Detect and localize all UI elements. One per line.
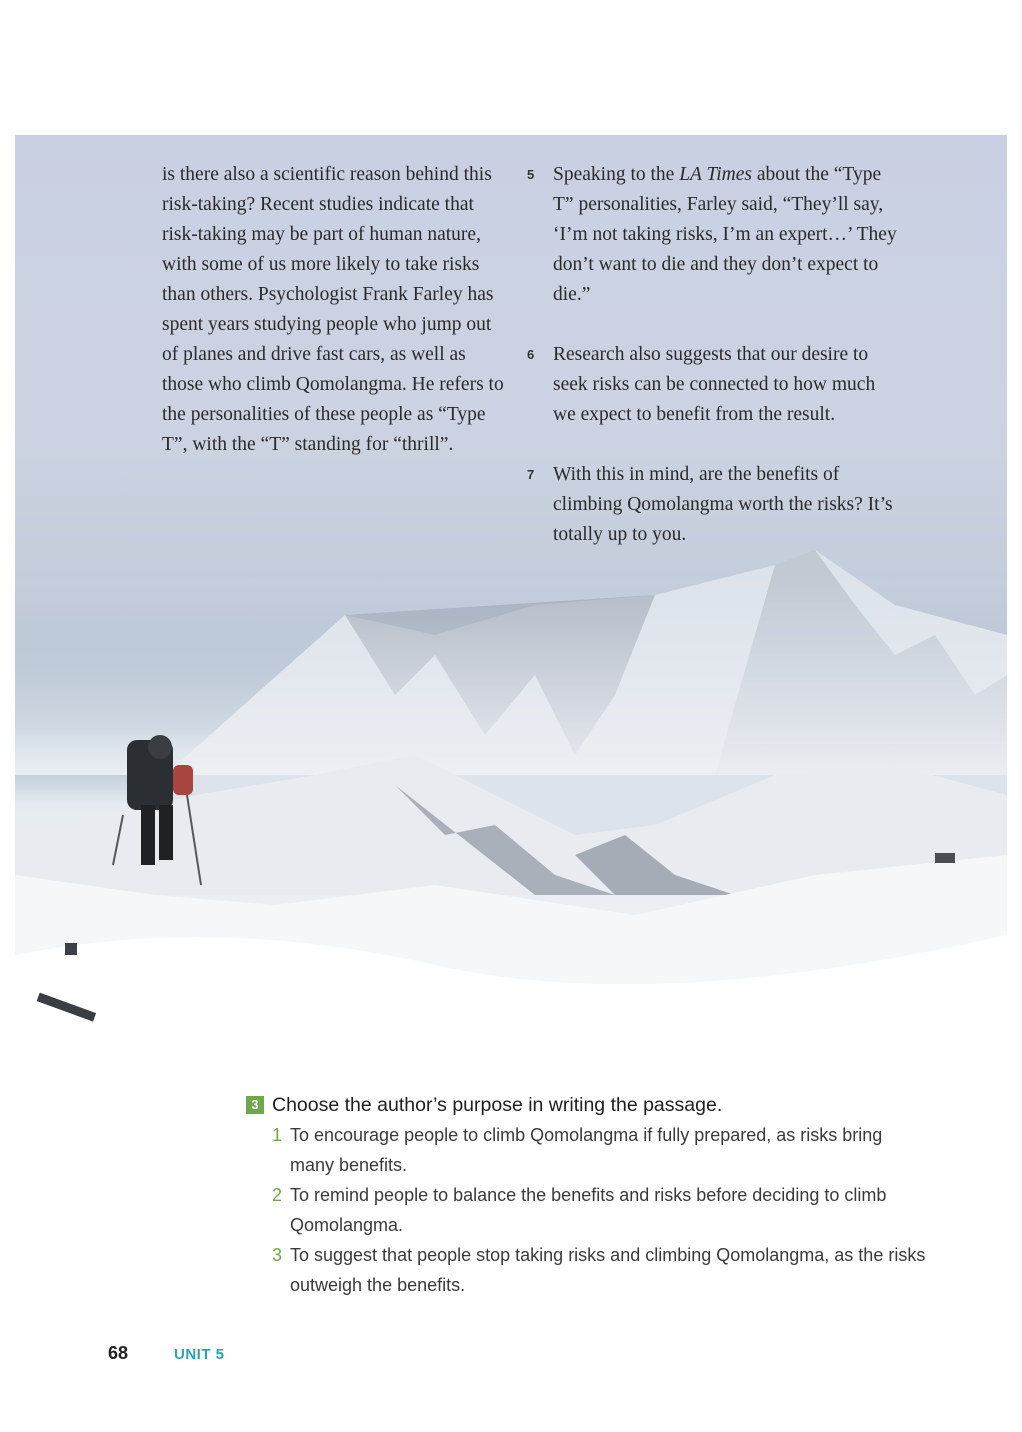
exercise-3 — [246, 1090, 926, 1300]
paragraph-text: Research also suggests that our desire to seek risks can be connected to how much we expect to benefit from the result. — [553, 344, 876, 425]
option-number: 3 — [272, 1245, 283, 1265]
option-number: 1 — [272, 1125, 283, 1145]
paragraph-text: Speaking to the LA Times about the “Type T” personalities, Farley said, “They’ll say, ‘I’m not taking risks, I’m an expert…’ They don’t want to die and they don’t expect to die.” — [553, 164, 897, 305]
paragraph-number: 7 — [527, 467, 535, 482]
paragraph-text: With this in mind, are the benefits of climbing Qomolangma worth the risks? It’s totally up to you. — [553, 464, 893, 545]
option-text: To remind people to balance the benefits and risks before deciding to climb Qomolangma. — [290, 1185, 887, 1235]
page-number: 68 — [108, 1343, 129, 1363]
answer-option-1[interactable] — [272, 1120, 926, 1180]
option-text: To suggest that people stop taking risks and climbing Qomolangma, as the risks outweigh the benefits. — [290, 1245, 926, 1295]
paragraph-7 — [527, 460, 897, 550]
paragraph-number: 5 — [527, 167, 535, 182]
answer-option-2[interactable] — [272, 1180, 926, 1240]
paragraph-5 — [527, 160, 897, 310]
option-number: 2 — [272, 1185, 283, 1205]
exercise-header — [246, 1090, 926, 1120]
exercise-number-badge: 3 — [246, 1096, 264, 1114]
option-text: To encourage people to climb Qomolangma if fully prepared, as risks bring many benefits. — [290, 1125, 883, 1175]
unit-label: UNIT 5 — [174, 1346, 225, 1363]
answer-option-3[interactable] — [272, 1240, 926, 1300]
paragraph-6 — [527, 340, 897, 430]
paragraph-number: 6 — [527, 347, 535, 362]
exercise-instruction: Choose the author’s purpose in writing the passage. — [272, 1094, 723, 1116]
passage-intro-text: is there also a scientific reason behind this risk-taking? Recent studies indicate that risk-taking may be part of human nature, with some of us more likely to take risks than others. Psychologist Frank Farley has spent years studying people who jump out of planes and drive fast cars, as well as those who climb Qomolangma. He refers to the personalities of these people as “Type T”, with the “T” standing for “thrill”. — [162, 164, 504, 455]
la-times-title: LA Times — [679, 164, 752, 185]
